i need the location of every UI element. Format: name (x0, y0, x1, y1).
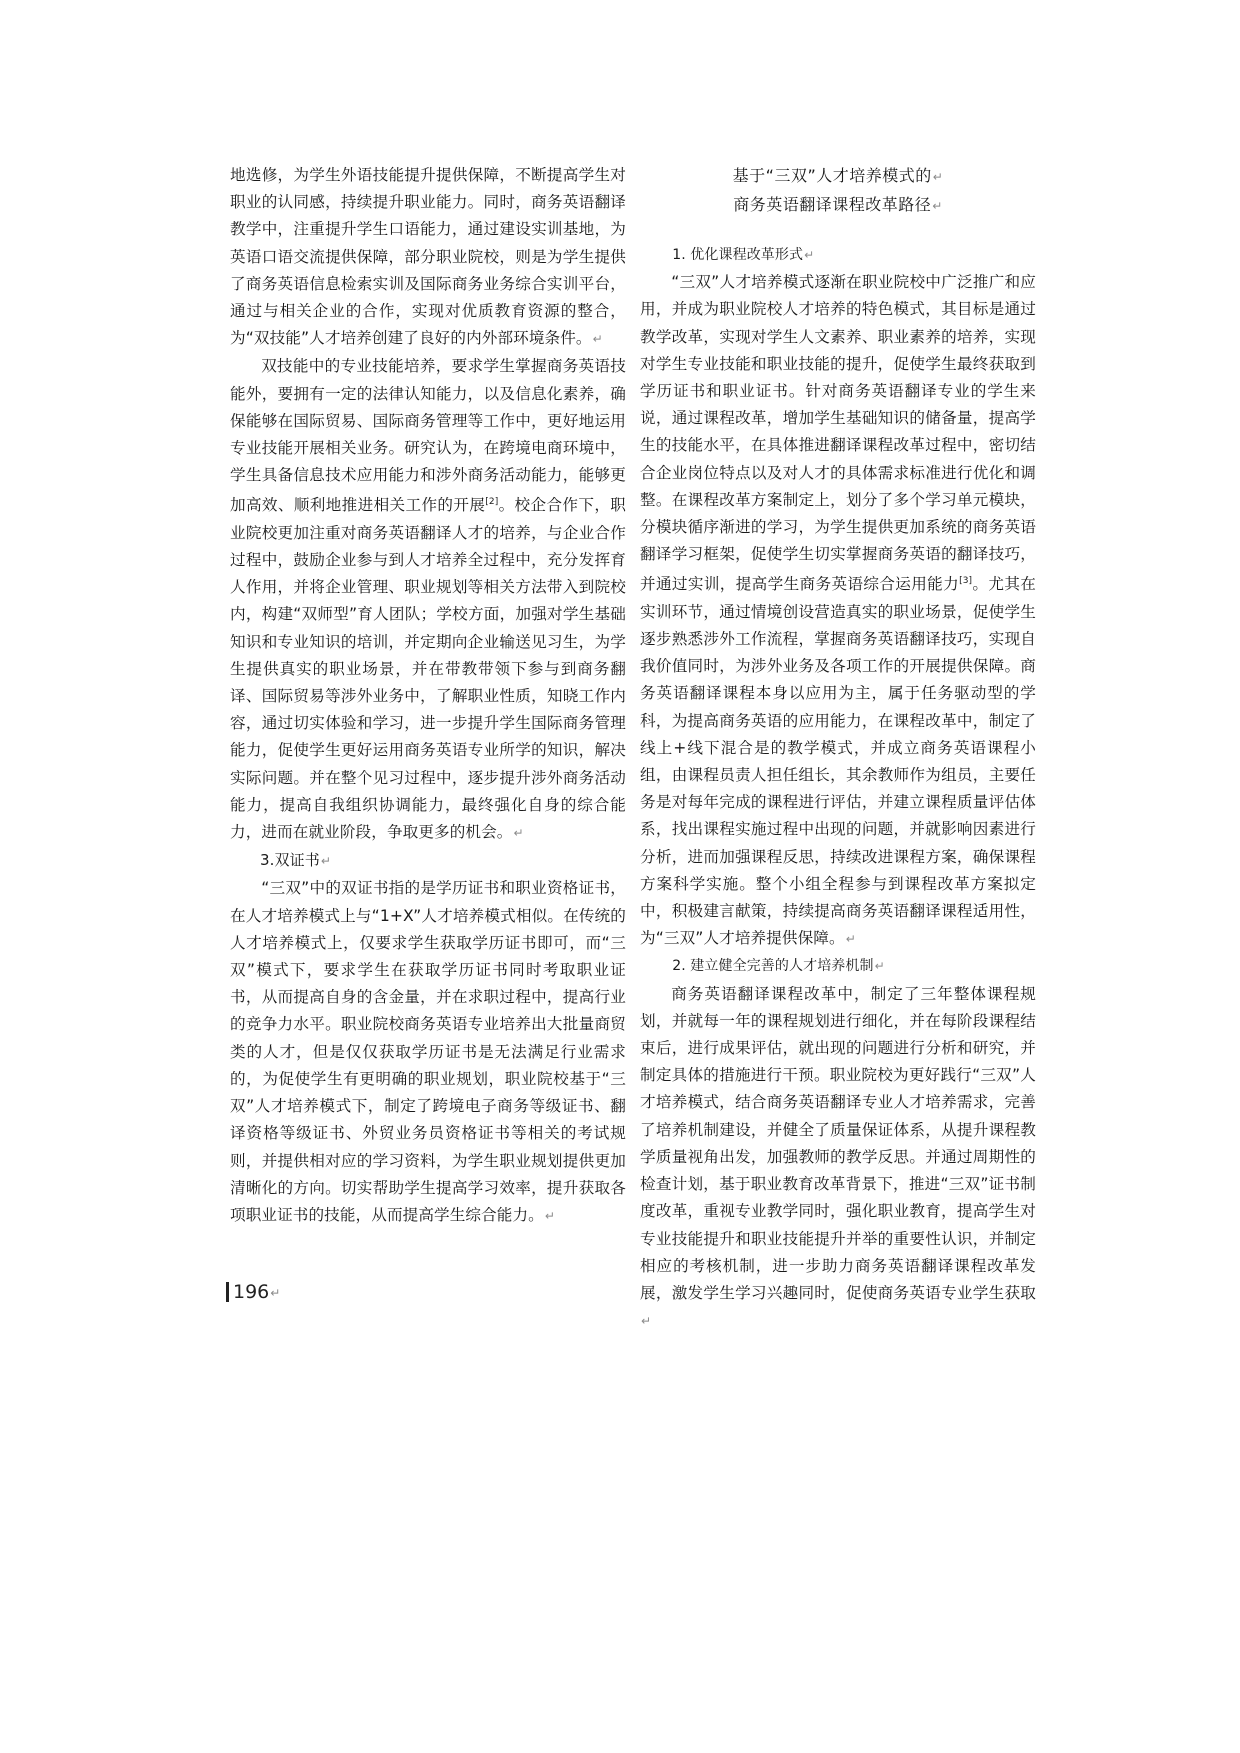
section-title-line-2 (640, 191, 1036, 220)
left-paragraph-2 (230, 353, 626, 847)
section-heading-text: 3.双证书 (260, 851, 320, 870)
paragraph-mark-icon (845, 929, 856, 947)
right-paragraph-1-text: “三双”人才培养模式逐渐在职业院校中广泛推广和应用，并成为职业院校人才培养的特色模式，其目标是通过教学改革，实现对学生人文素养、职业素养的培养，实现对学生专业技能和职业技能的提升，促使学生最终获取到学历证书和职业证书。针对商务英语翻译专业的学生来说，通过课程改革，增加学生基础知识的储备量，提高学生的技能水平，在具体推进翻译课程改革过程中，密切结合企业岗位特点以及对人才的具体需求标准进行优化和调整。在课程改革方案制定上，划分了多个学习单元模块，分模块循序渐进的学习，为学生提供更加系统的商务英语翻译学习框架，促使学生切实掌握商务英语的翻译技巧，并通过实训，提高学生商务英语综合运用能力 (640, 273, 1036, 594)
left-column (230, 162, 626, 1230)
page-number-bar-icon (226, 1282, 229, 1302)
right-column (640, 162, 1036, 1335)
right-paragraph-1 (640, 269, 1036, 953)
paragraph-mark-icon (544, 1206, 555, 1224)
section-title-line-2-text: 商务英语翻译课程改革路径 (733, 195, 932, 214)
left-paragraph-3 (230, 875, 626, 1230)
left-paragraph-2-rest: 。校企合作下，职业院校更加注重对商务英语翻译人才的培养，与企业合作过程中，鼓励企业参与到人才培养全过程中，充分发挥育人作用，并将企业管理、职业规划等相关方法带入到院校内，构建“双师型”育人团队；学校方面，加强对学生基础知识和专业知识的培训，并定期向企业输送见习生，为学生提供真实的职业场景，并在带教带领下参与到商务翻译、国际贸易等涉外业务中，了解职业性质，知晓工作内容，通过切实体验和学习，进一步提升学生国际商务管理能力，促使学生更好运用商务英语专业所学的知识，解决实际问题。并在整个见习过程中，逐步提升涉外商务活动能力，提高自我组织协调能力，最终强化自身的综合能力，进而在就业阶段，争取更多的机会。 (230, 496, 626, 842)
left-paragraph-2-text: 双技能中的专业技能培养，要求学生掌握商务英语技能外，要拥有一定的法律认知能力，以及信息化素养，确保能够在国际贸易、国际商务管理等工作中，更好地运用专业技能开展相关业务。研究认为，在跨境电商环境中，学生具备信息技术应用能力和涉外商务活动能力，能够更加高效、顺利地推进相关工作的开展 (230, 357, 626, 515)
paragraph-mark-icon (269, 1279, 280, 1305)
paragraph-mark-icon (640, 1311, 651, 1329)
subheading-2-text: 2. 建立健全完善的人才培养机制 (672, 958, 874, 975)
subheading-1 (640, 242, 1036, 269)
subheading-2 (640, 953, 1036, 980)
left-paragraph-1-text: 地选修，为学生外语技能提升提供保障，不断提高学生对职业的认同感，持续提升职业能力。同时，商务英语翻译教学中，注重提升学生口语能力，通过建设实训基地，为英语口语交流提供保障，部分职业院校，则是为学生提供了商务英语信息检索实训及国际商务业务综合实训平台，通过与相关企业的合作，实现对优质教育资源的整合，为“双技能”人才培养创建了良好的内外部环境条件。 (230, 166, 626, 348)
paragraph-mark-icon (320, 851, 331, 869)
section-heading-double-certificate (230, 847, 626, 875)
right-paragraph-2 (640, 981, 1036, 1336)
paragraph-mark-icon (931, 195, 943, 214)
left-paragraph-1 (230, 162, 626, 353)
paragraph-mark-icon (803, 247, 814, 263)
section-title (640, 162, 1036, 220)
page-number-text: 196 (233, 1281, 270, 1303)
paragraph-mark-icon (932, 166, 944, 185)
page-number (226, 1279, 280, 1305)
paragraph-mark-icon (592, 329, 603, 347)
paragraph-mark-icon (874, 958, 885, 974)
section-title-line-1-text: 基于“三双”人才培养模式的 (732, 166, 932, 185)
left-paragraph-3-text: “三双”中的双证书指的是学历证书和职业资格证书，在人才培养模式上与“1+X”人才培养模式相似。在传统的人才培养模式上，仅要求学生获取学历证书即可，而“三双”模式下，要求学生在获取学历证书同时考取职业证书，从而提高自身的含金量，并在求职过程中，提高行业的竞争力水平。职业院校商务英语专业培养出大批量商贸类的人才，但是仅仅获取学历证书是无法满足行业需求的，为促使学生有更明确的职业规划，职业院校基于“三双”人才培养模式下，制定了跨境电子商务等级证书、翻译资格等级证书、外贸业务员资格证书等相关的考试规则，并提供相对应的学习资料，为学生职业规划提供更加清晰化的方向。切实帮助学生提高学习效率，提升获取各项职业证书的技能，从而提高学生综合能力。 (230, 879, 626, 1224)
paragraph-mark-icon (513, 823, 524, 841)
right-paragraph-2-text: 商务英语翻译课程改革中，制定了三年整体课程规划，并就每一年的课程规划进行细化，并在每阶段课程结束后，进行成果评估，就出现的问题进行分析和研究，并制定具体的措施进行干预。职业院校为更好践行“三双”人才培养模式，结合商务英语翻译专业人才培养需求，完善了培养机制建设，并健全了质量保证体系，从提升课程教学质量视角出发，加强教师的教学反思。并通过周期性的检查计划，基于职业教育改革背景下，推进“三双”证书制度改革，重视专业教学同时，强化职业教育，提高学生对专业技能提升和职业技能提升并举的重要性认识，并制定相应的考核机制，进一步助力商务英语翻译课程改革发展，激发学生学习兴趣同时，促使商务英语专业学生获取 (640, 984, 1036, 1302)
right-paragraph-1-rest: 。尤其在实训环节，通过情境创设营造真实的职业场景，促使学生逐步熟悉涉外工作流程，掌握商务英语翻译技巧，实现自我价值同时，为涉外业务及各项工作的开展提供保障。商务英语翻译课程本身以应用为主，属于任务驱动型的学科，为提高商务英语的应用能力，在课程改革中，制定了线上+线下混合是的教学模式，并成立商务英语课程小组，由课程员责人担任组长，其余教师作为组员，主要任务是对每年完成的课程进行评估，并建立课程质量评估体系，找出课程实施过程中出现的问题，并就影响因素进行分析，进而加强课程反思，持续改进课程方案，确保课程方案科学实施。整个小组全程参与到课程改革方案拟定中，积极建言献策，持续提高商务英语翻译课程适用性，为“三双”人才培养提供保障。 (640, 575, 1036, 948)
section-title-line-1 (640, 162, 1036, 191)
citation-ref: [3] (959, 576, 973, 587)
subheading-1-text: 1. 优化课程改革形式 (672, 247, 804, 263)
citation-ref: [2] (485, 497, 499, 508)
